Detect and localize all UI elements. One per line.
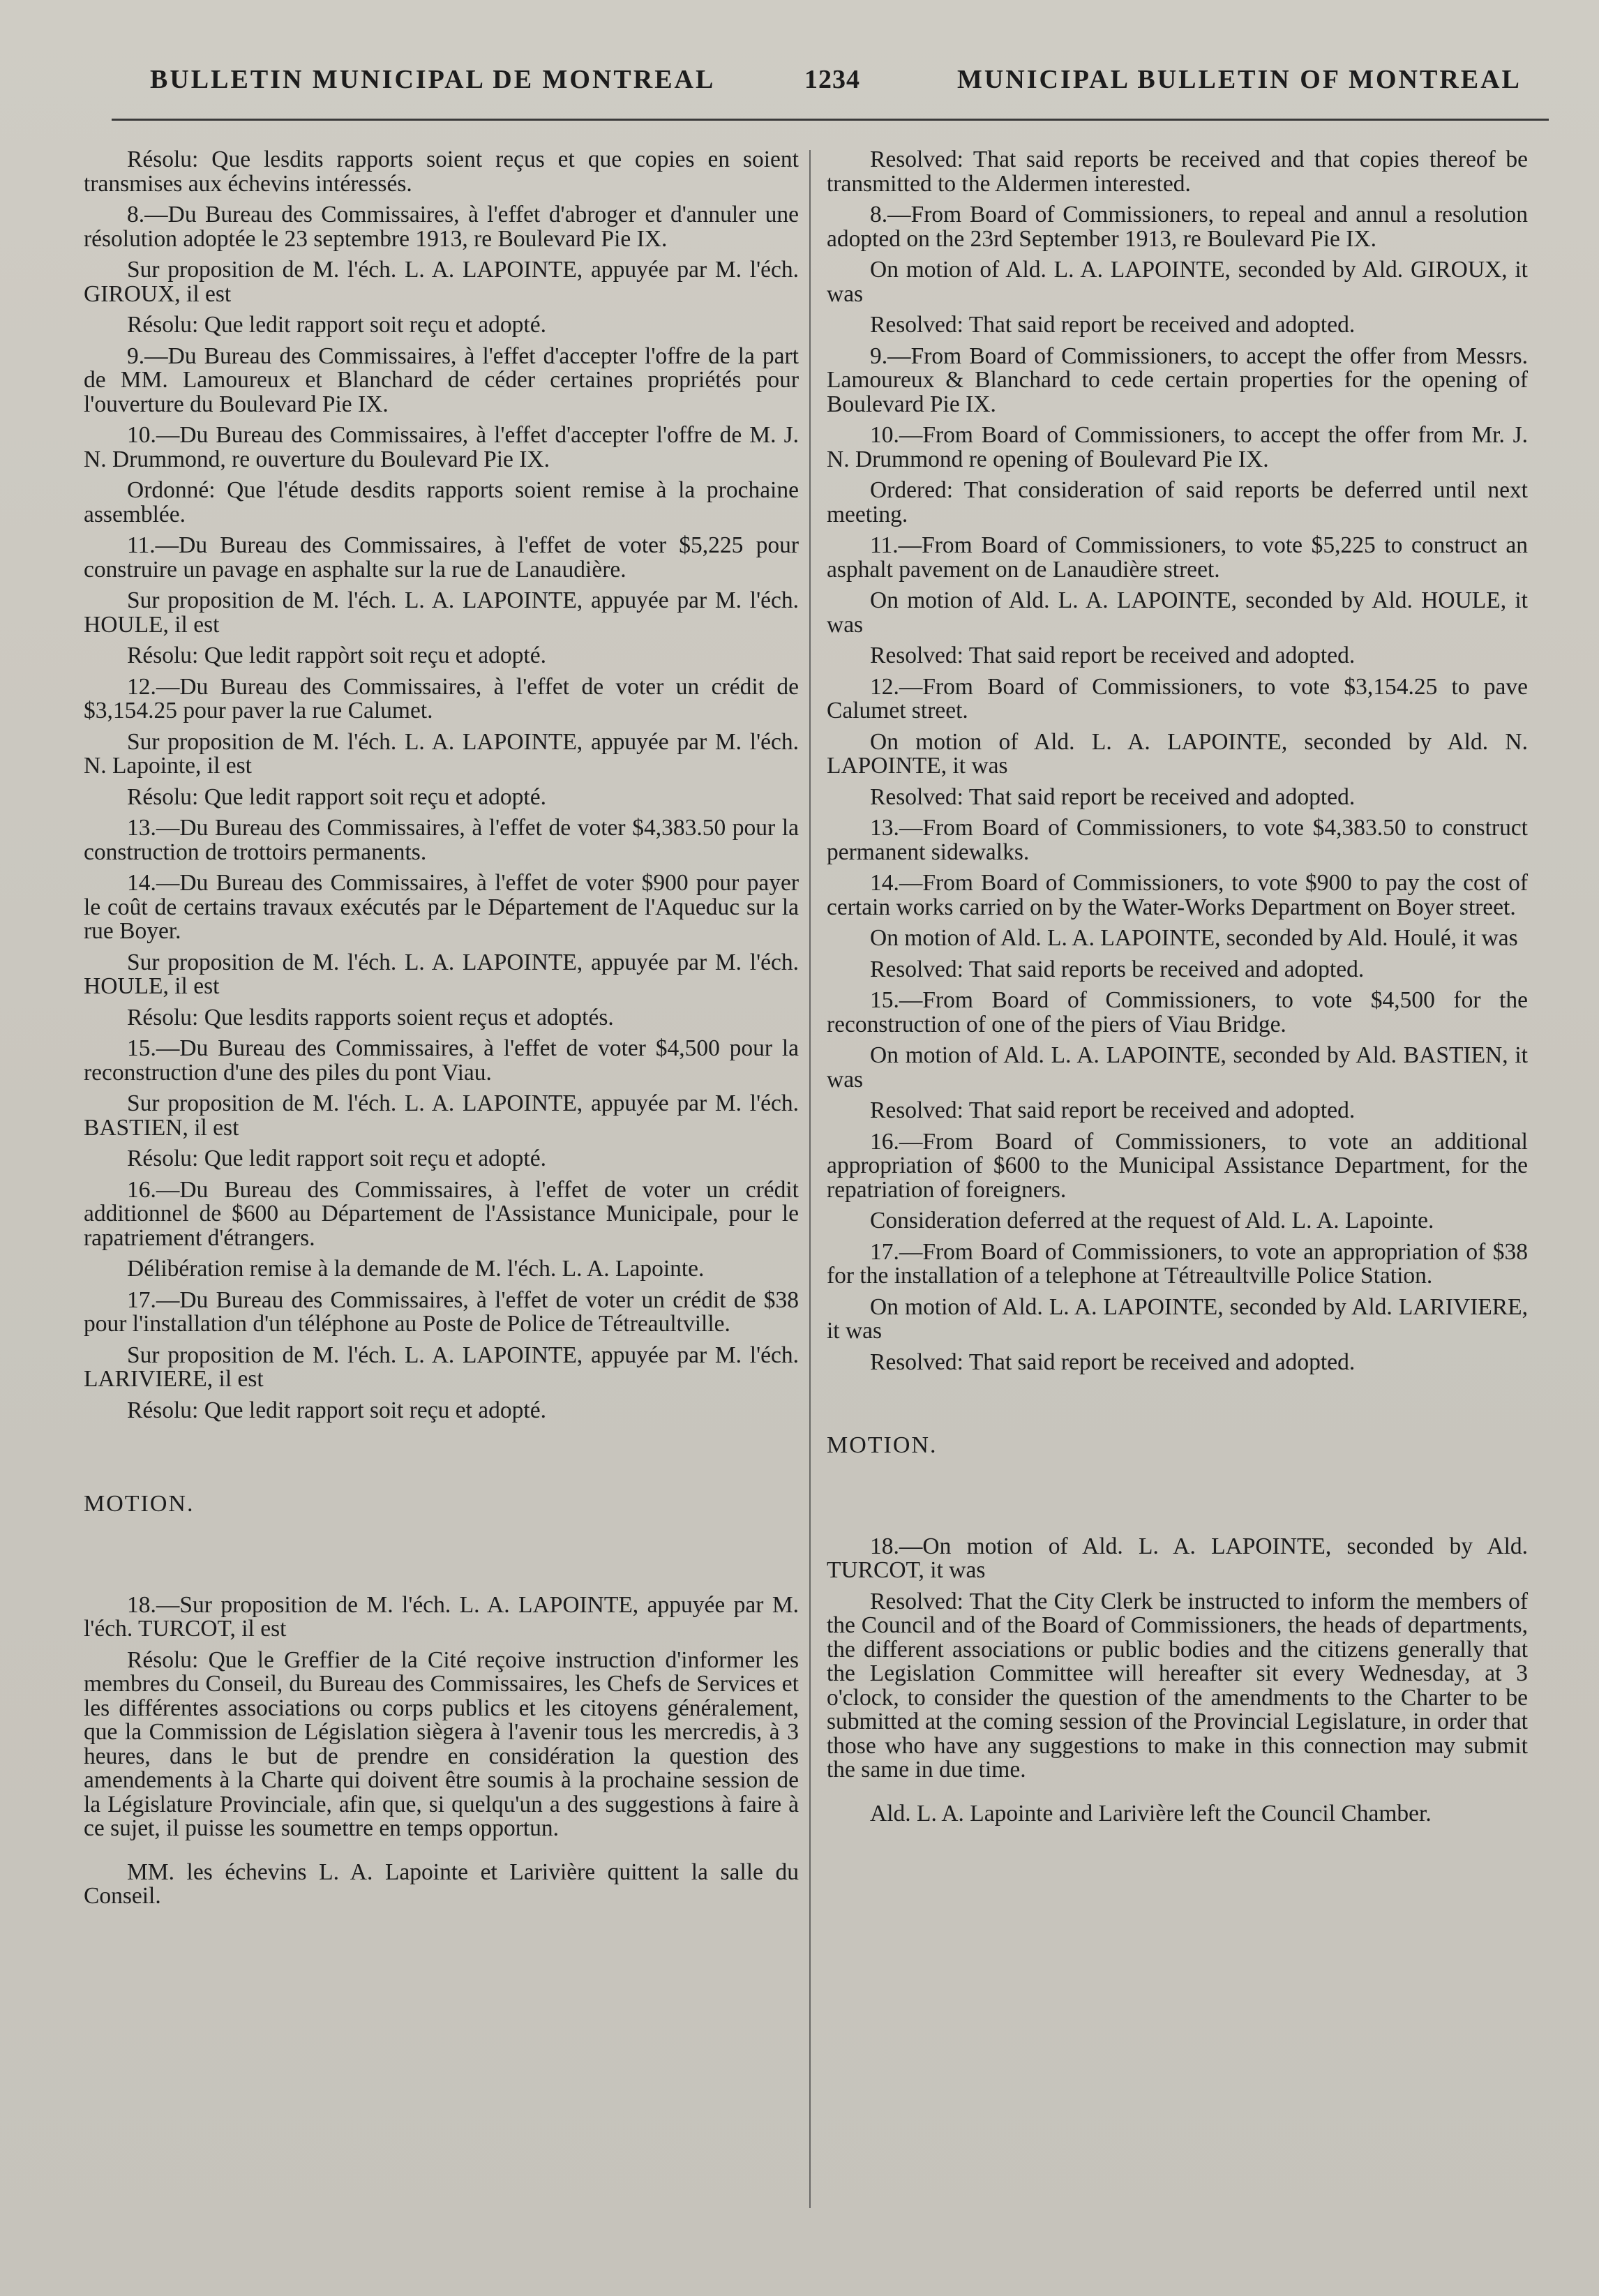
fr-paragraph: 9.—Du Bureau des Commissaires, à l'effet d'accepter l'offre de la part de MM. Lamoureux et Blanchard de céder certaines propriétés pour l'ouverture du Boulevard Pie IX.: [84, 343, 799, 417]
en-paragraph: Resolved: That said report be received and adopted.: [870, 643, 1356, 668]
fr-paragraph: Sur proposition de M. l'éch. L. A. LAPOINTE, appuyée par M. l'éch. LARIVIERE, il est: [84, 1342, 799, 1392]
fr-paragraph: 15.—Du Bureau des Commissaires, à l'effet de voter $4,500 pour la reconstruction d'une des piles du pont Viau.: [84, 1035, 799, 1086]
en-paragraph: 13.—From Board of Commissioners, to vote $4,383.50 to construct permanent sidewalks.: [827, 815, 1528, 865]
en-paragraph: Consideration deferred at the request of Ald. L. A. Lapointe.: [870, 1208, 1434, 1233]
en-paragraph: 14.—From Board of Commissioners, to vote $900 to pay the cost of certain works carried on by the Water-Works Department on Boyer street.: [827, 870, 1528, 920]
header-left-title: BULLETIN MUNICIPAL DE MONTREAL: [150, 65, 716, 94]
column-divider: [809, 150, 811, 2208]
fr-paragraph: Résolu: Que ledit rapport soit reçu et adopté.: [127, 312, 546, 338]
en-paragraph: 16.—From Board of Commissioners, to vote an additional appropriation of $600 to the Municipal Assistance Department, for the repatriation of foreigners.: [827, 1128, 1528, 1203]
fr-paragraph: 8.—Du Bureau des Commissaires, à l'effet d'abroger et d'annuler une résolution adoptée le 23 septembre 1913, re Boulevard Pie IX.: [84, 202, 799, 252]
fr-paragraph: Sur proposition de M. l'éch. L. A. LAPOINTE, appuyée par M. l'éch. HOULE, il est: [84, 587, 799, 638]
fr-paragraph: 12.—Du Bureau des Commissaires, à l'effet de voter un crédit de $3,154.25 pour paver la rue Calumet.: [84, 673, 799, 723]
fr-paragraph: Résolu: Que lesdits rapports soient reçus et que copies en soient transmises aux échevins intéressés.: [84, 147, 799, 197]
en-paragraph: 11.—From Board of Commissioners, to vote $5,225 to construct an asphalt pavement on de Lanaudière street.: [827, 532, 1528, 583]
fr-motion-heading: MOTION.: [84, 1491, 195, 1517]
en-paragraph: 17.—From Board of Commissioners, to vote an appropriation of $38 for the installation of a telephone at Tétreaultville Police Station.: [827, 1238, 1528, 1289]
fr-paragraph: 17.—Du Bureau des Commissaires, à l'effet de voter un crédit de $38 pour l'installation d'un téléphone au Poste de Police de Tétreaultville.: [84, 1286, 799, 1337]
fr-paragraph: Résolu: Que ledit rapport soit reçu et adopté.: [127, 1397, 546, 1423]
fr-paragraph: Résolu: Que lesdits rapports soient reçus et adoptés.: [127, 1004, 614, 1030]
en-motion-paragraph: Resolved: That the City Clerk be instructed to inform the members of the Council and of the Board of Commissioners, the heads of departments, the different associations or public bodies and the citizens generally that the Legislation Committee will hereafter sit every Wednesday, at 3 o'clock, to consider the question of the amendments to the Charter to be submitted at the coming session of the Provincial Legislature, in order that those who have any suggestions to make in this connection may submit the same in due time.: [827, 1588, 1528, 1783]
en-paragraph: Resolved: That said report be received and adopted.: [870, 1097, 1356, 1123]
fr-paragraph: Délibération remise à la demande de M. l'éch. L. A. Lapointe.: [127, 1256, 705, 1282]
fr-paragraph: Ordonné: Que l'étude desdits rapports soient remise à la prochaine assemblée.: [84, 477, 799, 527]
fr-paragraph: Sur proposition de M. l'éch. L. A. LAPOINTE, appuyée par M. l'éch. HOULE, il est: [84, 949, 799, 999]
en-paragraph: On motion of Ald. L. A. LAPOINTE, seconded by Ald. Houlé, it was: [870, 925, 1518, 951]
page-number: 1234: [804, 65, 860, 94]
header-rule: [112, 119, 1549, 121]
en-paragraph: Resolved: That said report be received and adopted.: [870, 783, 1356, 810]
en-paragraph: On motion of Ald. L. A. LAPOINTE, seconded by Ald. LARIVIERE, it was: [827, 1293, 1528, 1344]
fr-paragraph: 10.—Du Bureau des Commissaires, à l'effet d'accepter l'offre de M. J. N. Drummond, re ouverture du Boulevard Pie IX.: [84, 422, 799, 472]
fr-paragraph: Sur proposition de M. l'éch. L. A. LAPOINTE, appuyée par M. l'éch. GIROUX, il est: [84, 257, 799, 307]
fr-paragraph: Résolu: Que ledit rapport soit reçu et adopté.: [127, 1146, 546, 1171]
en-paragraph: Ordered: That consideration of said reports be deferred until next meeting.: [827, 477, 1528, 527]
en-motion-heading: MOTION.: [827, 1432, 938, 1458]
en-paragraph: On motion of Ald. L. A. LAPOINTE, seconded by Ald. BASTIEN, it was: [827, 1042, 1528, 1093]
fr-paragraph: Résolu: Que ledit rapport soit reçu et adopté.: [127, 783, 546, 810]
en-paragraph: 12.—From Board of Commissioners, to vote $3,154.25 to pave Calumet street.: [827, 673, 1528, 723]
english-column: [827, 148, 1528, 1833]
en-paragraph: Resolved: That said report be received and adopted.: [870, 1349, 1356, 1375]
en-motion-paragraph: Ald. L. A. Lapointe and Larivière left the Council Chamber.: [870, 1800, 1432, 1826]
en-paragraph: 10.—From Board of Commissioners, to accept the offer from Mr. J. N. Drummond re opening of Boulevard Pie IX.: [827, 422, 1528, 472]
en-motion-paragraph: 18.—On motion of Ald. L. A. LAPOINTE, seconded by Ald. TURCOT, it was: [827, 1533, 1528, 1583]
en-paragraph: 8.—From Board of Commissioners, to repeal and annul a resolution adopted on the 23rd September 1913, re Boulevard Pie IX.: [827, 202, 1528, 252]
fr-motion-paragraph: 18.—Sur proposition de M. l'éch. L. A. LAPOINTE, appuyée par M. l'éch. TURCOT, il est: [84, 1591, 799, 1642]
en-paragraph: On motion of Ald. L. A. LAPOINTE, seconded by Ald. N. LAPOINTE, it was: [827, 728, 1528, 779]
fr-motion-paragraph: MM. les échevins L. A. Lapointe et Larivière quittent la salle du Conseil.: [84, 1859, 799, 1909]
en-paragraph: On motion of Ald. L. A. LAPOINTE, seconded by Ald. GIROUX, it was: [827, 257, 1528, 307]
fr-paragraph: 16.—Du Bureau des Commissaires, à l'effet de voter un crédit additionnel de $600 au Département de l'Assistance Municipale, pour le rapatriement d'étrangers.: [84, 1176, 799, 1251]
fr-paragraph: 11.—Du Bureau des Commissaires, à l'effet de voter $5,225 pour construire un pavage en asphalte sur la rue de Lanaudière.: [84, 532, 799, 583]
fr-paragraph: Sur proposition de M. l'éch. L. A. LAPOINTE, appuyée par M. l'éch. N. Lapointe, il est: [84, 728, 799, 779]
fr-paragraph: Sur proposition de M. l'éch. L. A. LAPOINTE, appuyée par M. l'éch. BASTIEN, il est: [84, 1090, 799, 1141]
en-paragraph: On motion of Ald. L. A. LAPOINTE, seconded by Ald. HOULE, it was: [827, 587, 1528, 638]
french-column: [84, 148, 799, 1916]
header-right-title: MUNICIPAL BULLETIN OF MONTREAL: [957, 65, 1522, 94]
en-paragraph: Resolved: That said report be received and adopted.: [870, 312, 1356, 338]
en-paragraph: 15.—From Board of Commissioners, to vote $4,500 for the reconstruction of one of the piers of Viau Bridge.: [827, 987, 1528, 1037]
fr-paragraph: 14.—Du Bureau des Commissaires, à l'effet de voter $900 pour payer le coût de certains travaux exécutés par le Département de l'Aqueduc sur la rue Boyer.: [84, 870, 799, 944]
en-paragraph: Resolved: That said reports be received and adopted.: [870, 956, 1365, 982]
en-paragraph: Resolved: That said reports be received and that copies thereof be transmitted to the Aldermen interested.: [827, 147, 1528, 197]
fr-motion-paragraph: Résolu: Que le Greffier de la Cité reçoive instruction d'informer les membres du Conseil, du Bureau des Commissaires, les Chefs de Services et les différentes associations ou corps publics et les citoyens généralement, que la Commission de Législation siègera à l'avenir tous les mercredis, à 3 heures, dans le but de prendre en considération la question des amendements à la Charte qui doivent être soumis à la prochaine session de la Législature Provinciale, afin que, si quelqu'un a des suggestions à faire à ce sujet, il puisse les soumettre en temps opportun.: [84, 1646, 799, 1841]
fr-paragraph: Résolu: Que ledit rappòrt soit reçu et adopté.: [127, 643, 546, 668]
fr-paragraph: 13.—Du Bureau des Commissaires, à l'effet de voter $4,383.50 pour la construction de trottoirs permanents.: [84, 815, 799, 865]
en-paragraph: 9.—From Board of Commissioners, to accept the offer from Messrs. Lamoureux & Blanchard to cede certain properties for the opening of Boulevard Pie IX.: [827, 343, 1528, 417]
